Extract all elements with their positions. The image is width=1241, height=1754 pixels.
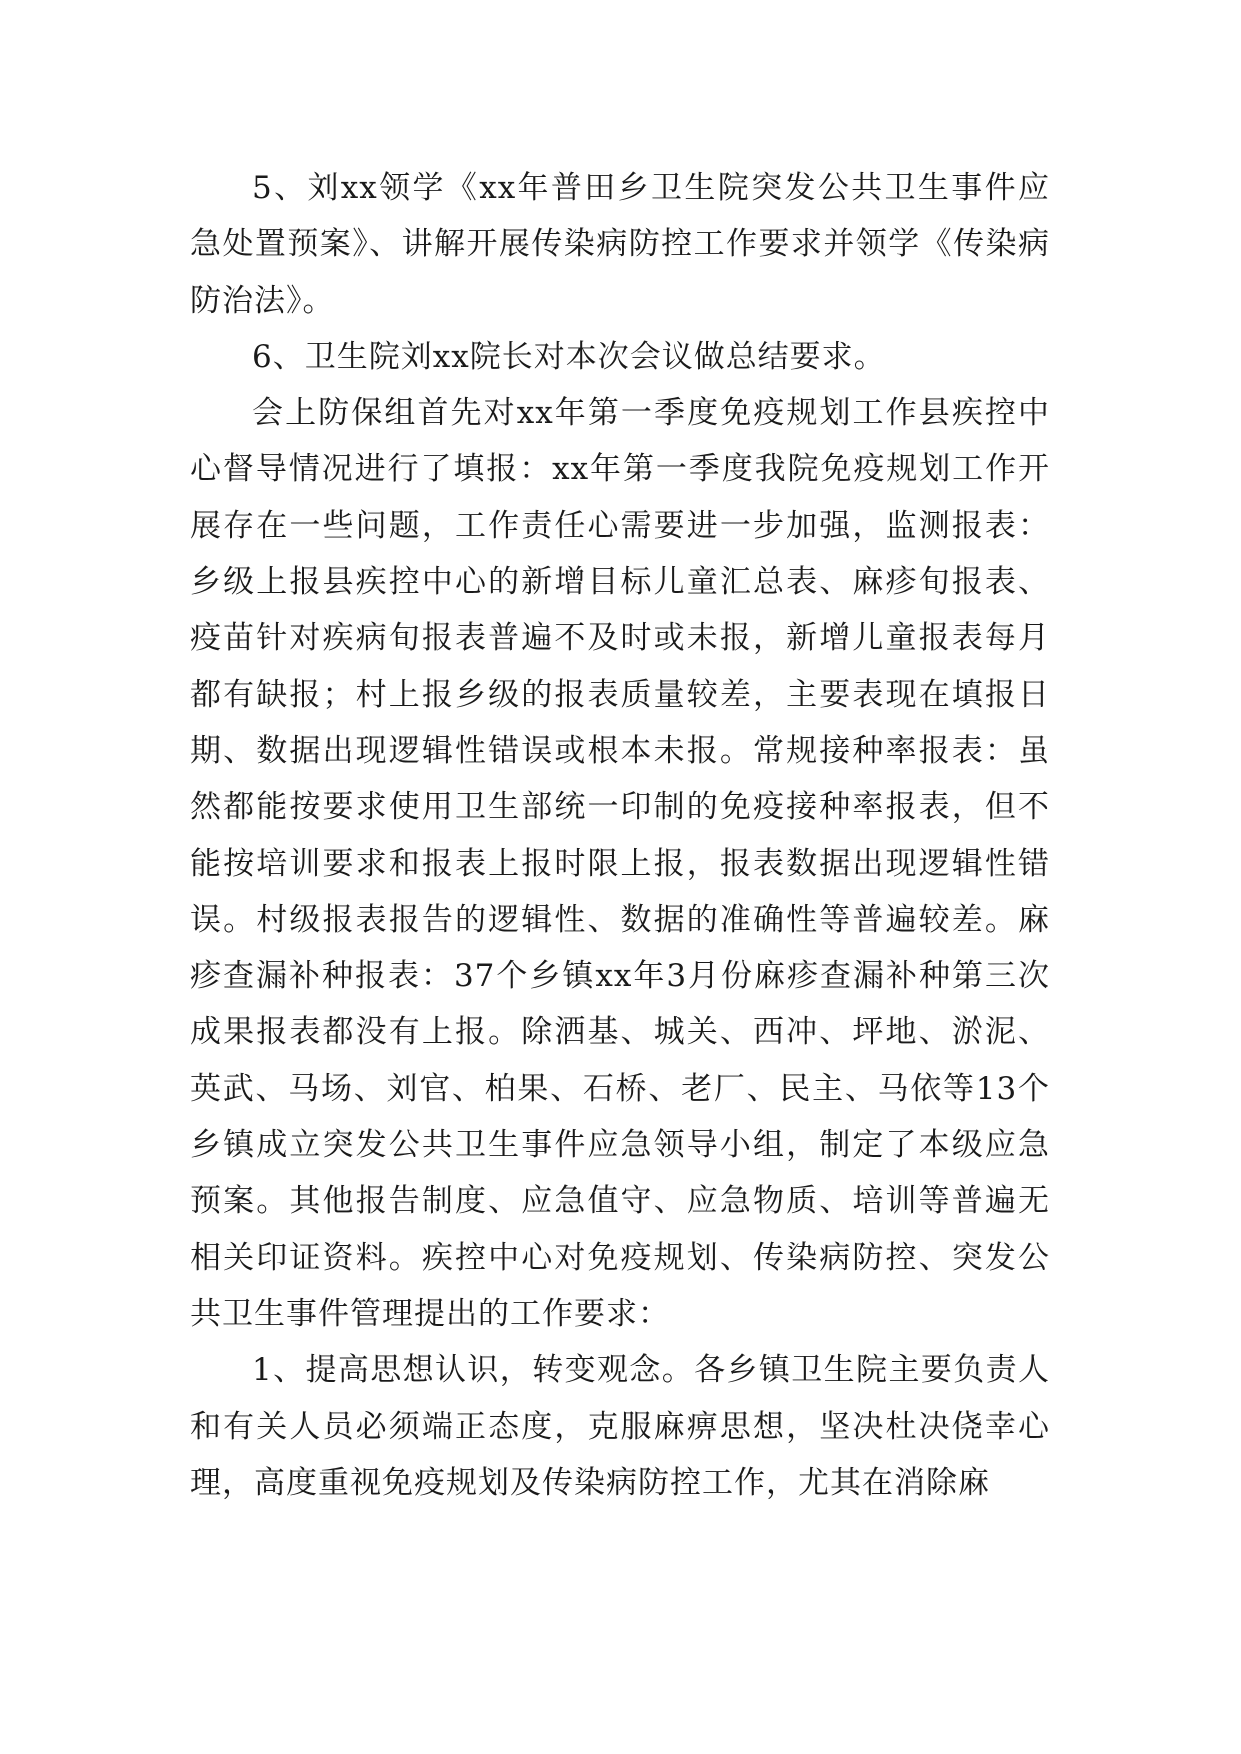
paragraph-item-6: 6、卫生院刘xx院长对本次会议做总结要求。	[252, 338, 886, 375]
document-body	[190, 160, 1050, 1511]
paragraph-meeting-report: 会上防保组首先对xx年第一季度免疫规划工作县疾控中心督导情况进行了填报：xx年第一季度我院免疫规划工作开展存在一些问题，工作责任心需要进一步加强，监测报表：乡级上报县疾控中心的新增目标儿童汇总表、麻疹旬报表、疫苗针对疾病旬报表普遍不及时或未报，新增儿童报表每月都有缺报；村上报乡级的报表质量较差，主要表现在填报日期、数据出现逻辑性错误或根本未报。常规接种率报表：虽然都能按要求使用卫生部统一印制的免疫接种率报表，但不能按培训要求和报表上报时限上报，报表数据出现逻辑性错误。村级报表报告的逻辑性、数据的准确性等普遍较差。麻疹查漏补种报表：37个乡镇xx年3月份麻疹查漏补种第三次成果报表都没有上报。除洒基、城关、西冲、坪地、淤泥、英武、马场、刘官、柏果、石桥、老厂、民主、马依等13个乡镇成立突发公共卫生事件应急领导小组，制定了本级应急预案。其他报告制度、应急值守、应急物质、培训等普遍无相关印证资料。疾控中心对免疫规划、传染病防控、突发公共卫生事件管理提出的工作要求：	[190, 395, 1050, 1332]
paragraph-requirement-1: 1、提高思想认识，转变观念。各乡镇卫生院主要负责人和有关人员必须端正态度，克服麻痹思想，坚决杜决侥幸心理，高度重视免疫规划及传染病防控工作，尤其在消除麻	[190, 1352, 1050, 1501]
paragraph-item-5: 5、刘xx领学《xx年普田乡卫生院突发公共卫生事件应急处置预案》、讲解开展传染病防控工作要求并领学《传染病防治法》。	[190, 170, 1050, 319]
